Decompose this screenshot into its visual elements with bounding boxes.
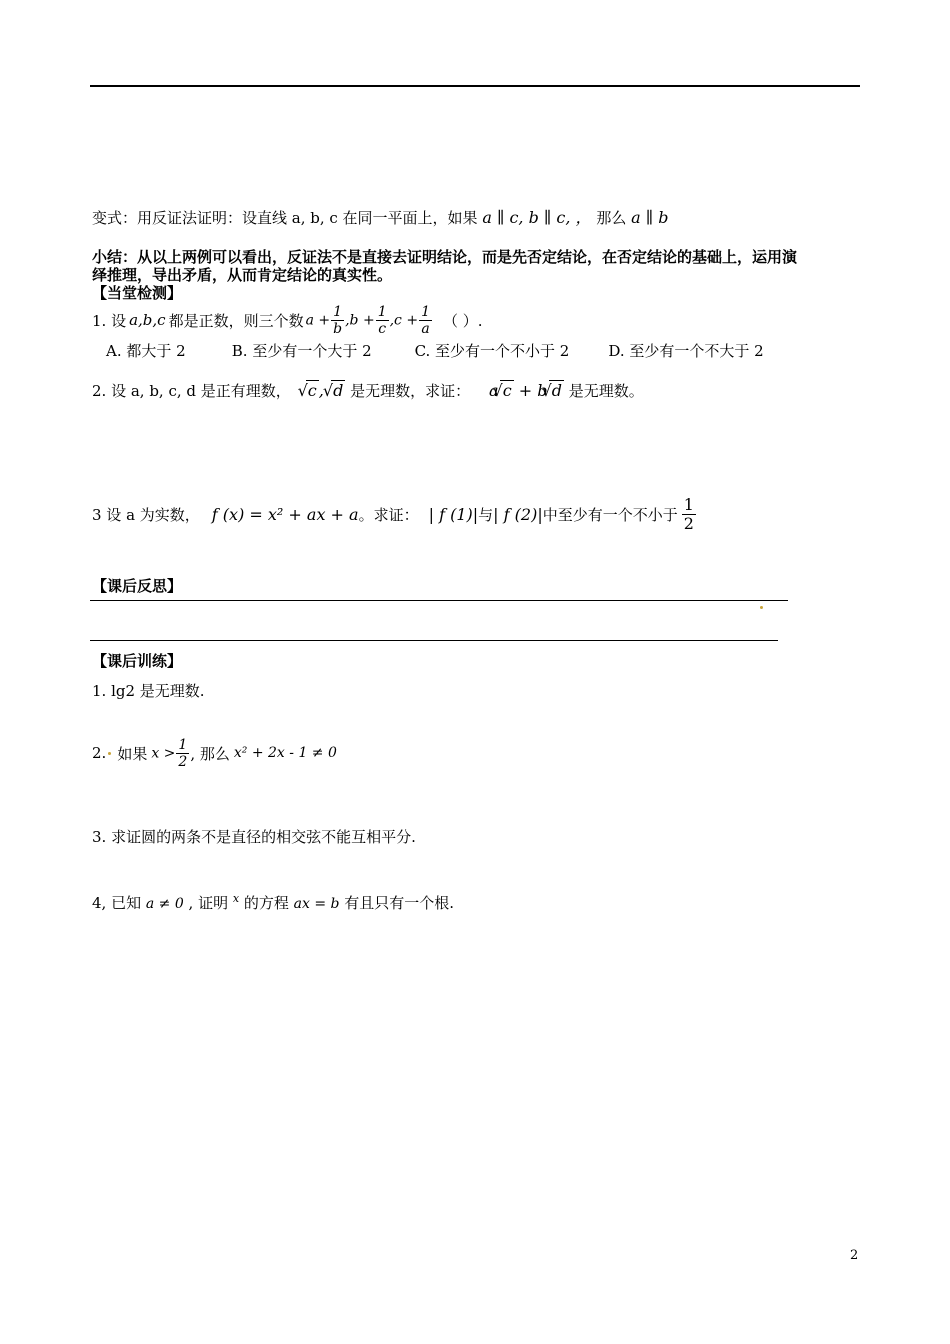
t2-stem: 2. — [92, 744, 107, 762]
q2-radicals: √ c , √ d — [304, 381, 346, 400]
q3-abs-f2: | f (2)| — [493, 504, 543, 524]
header-rule — [90, 85, 860, 87]
t2-expression: x² + 2x - 1 ≠ 0 — [233, 745, 337, 761]
q3-end: 中至少有一个不小于 — [542, 505, 678, 524]
reflect-line-2 — [90, 640, 778, 641]
q1-mid: 都是正数，则三个数 — [168, 311, 304, 330]
q3-abs-f1: | f (1)| — [428, 504, 479, 524]
q1-option-a: A. 都大于 2 — [106, 342, 186, 360]
q2-end: 是无理数。 — [568, 382, 644, 400]
q1-stem: 1. 设 — [92, 311, 127, 330]
q3-stem: 3 设 a 为实数， — [92, 505, 200, 524]
q2-mid: 是无理数，求证： — [350, 382, 471, 400]
q1-options — [106, 340, 764, 361]
training-2 — [92, 732, 337, 774]
section-check-heading: 【当堂检测】 — [92, 284, 183, 302]
question-1 — [92, 300, 483, 340]
q1-option-d: D. 至少有一个不大于 2 — [608, 342, 764, 360]
q1-option-b: B. 至少有一个大于 2 — [231, 342, 372, 360]
question-2 — [92, 380, 644, 401]
q1-paren: （ ）. — [443, 311, 483, 330]
section-train-heading: 【课后训练】 — [92, 652, 183, 670]
t4-equation: ax = b — [293, 896, 340, 912]
t2-if: 如果 — [117, 744, 148, 763]
training-3: 3. 求证圆的两条不是直径的相交弦不能互相平分. — [92, 828, 416, 846]
q3-mid: 。求证： — [358, 505, 419, 524]
t2-then: , 那么 — [190, 744, 230, 763]
q1-expression: a + $\frac{1}{b}$ ,b + $\frac{1}{c}$ ,c + $\frac{1}{a}$ — [305, 303, 431, 337]
variant-then: 那么 — [596, 209, 627, 227]
t4-stem: 4, 已知 — [92, 894, 142, 912]
variant-condition: a ∥ c, b ∥ c, ， — [482, 208, 592, 227]
t4-var: x — [232, 892, 240, 905]
reflect-mark — [760, 594, 763, 613]
section-reflect-heading: 【课后反思】 — [92, 577, 183, 595]
q1-option-c: C. 至少有一个不小于 2 — [414, 342, 570, 360]
summary-line-1: 小结：从以上两例可以看出，反证法不是直接去证明结论，而是先否定结论，在否定结论的基础上，运用演 — [92, 248, 798, 266]
variant-conclusion: a ∥ b — [631, 208, 669, 227]
q3-with: 与 — [478, 505, 494, 524]
t4-condition: a ≠ 0 — [145, 896, 184, 912]
t2-mark — [108, 752, 111, 755]
q3-function: f (x) = x² + ax + a — [211, 504, 359, 524]
t2-condition: x > $\frac{1}{2}$ — [151, 736, 188, 770]
q3-half: $\frac{1}{2}$ — [683, 494, 694, 533]
variant-line — [92, 205, 668, 228]
summary-line-2: 绎推理，导出矛盾，从而肯定结论的真实性。 — [92, 266, 393, 284]
q2-stem: 2. 设 a, b, c, d 是正有理数， — [92, 382, 291, 400]
t4-mid: , 证明 — [188, 894, 229, 912]
question-3 — [92, 492, 697, 536]
q2-expression: a√ c + b√ d — [489, 381, 564, 400]
training-4 — [92, 892, 454, 913]
page-number: 2 — [850, 1248, 859, 1263]
t4-end: 有且只有一个根. — [344, 894, 455, 912]
q1-vars: a,b,c — [129, 311, 166, 329]
reflect-line-1 — [90, 600, 788, 601]
training-1: 1. lg2 是无理数. — [92, 682, 205, 700]
variant-label: 变式：用反证法证明：设直线 a, b, c 在同一平面上，如果 — [92, 209, 478, 227]
t4-mid2: 的方程 — [243, 894, 289, 912]
